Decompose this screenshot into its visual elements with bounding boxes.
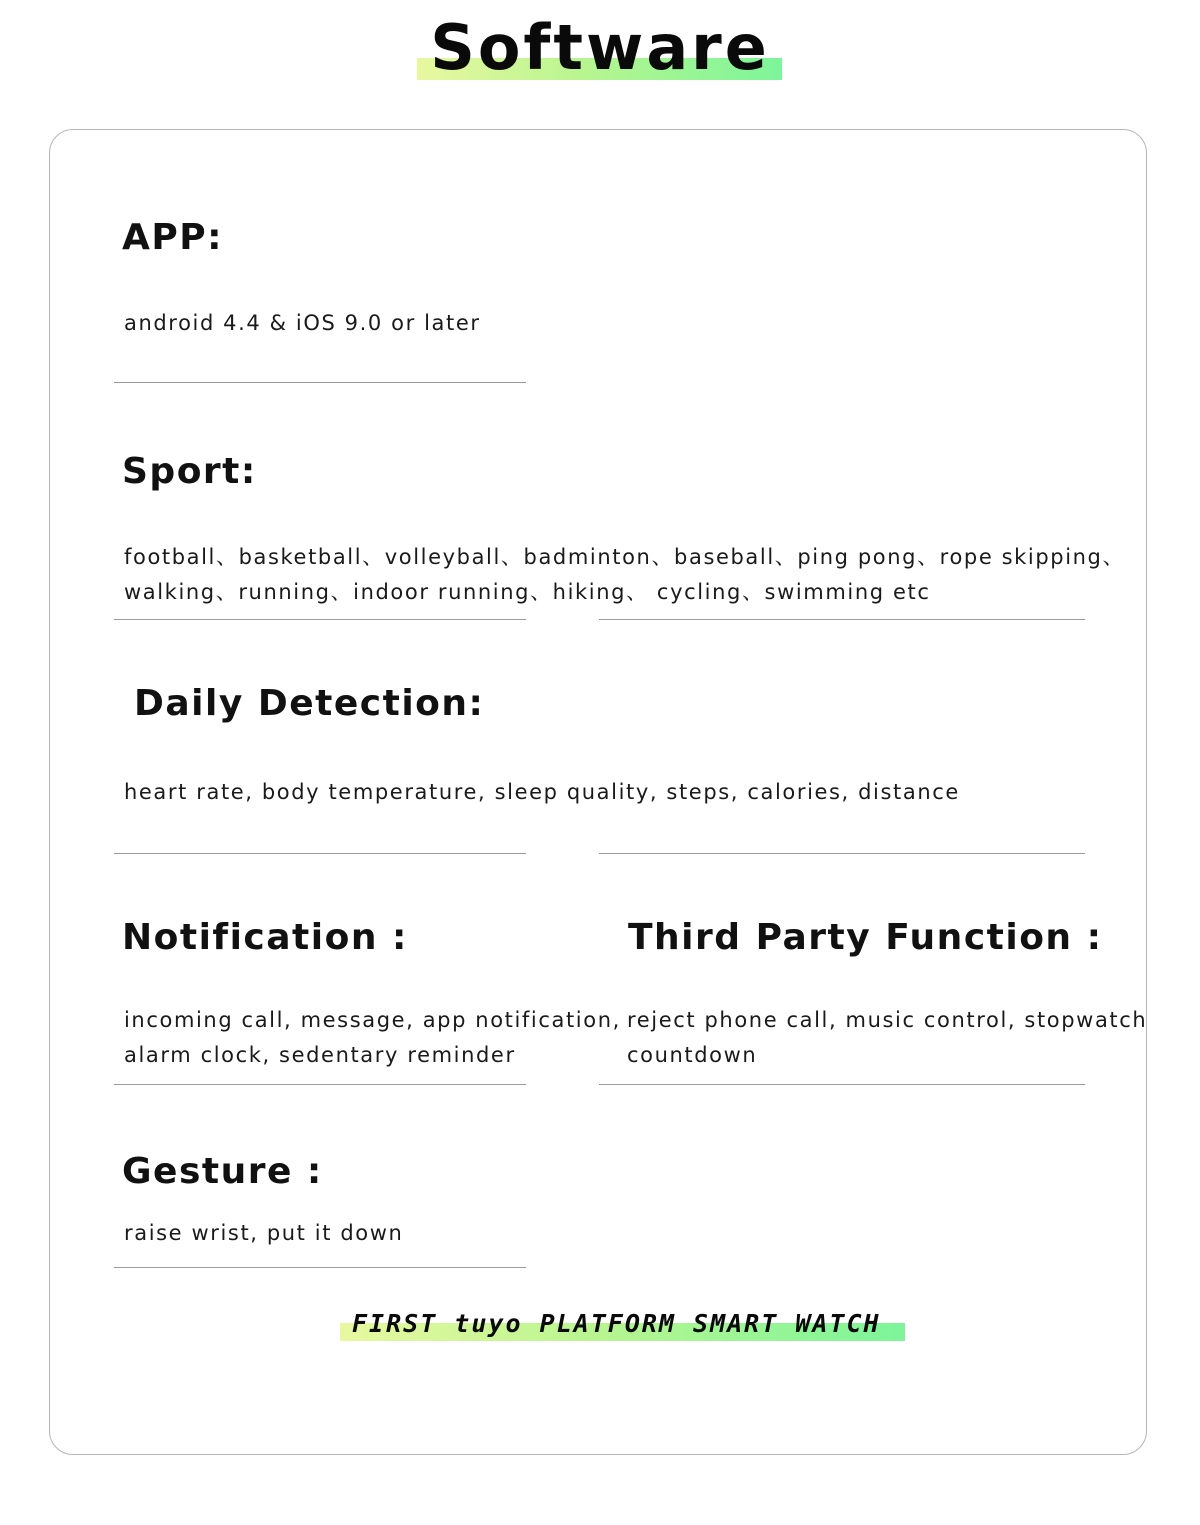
third-party-line-2: countdown — [627, 1043, 758, 1067]
notification-line-1: incoming call, message, app notification, — [124, 1008, 621, 1032]
sport-divider-right — [599, 619, 1085, 620]
third-party-divider — [599, 1084, 1085, 1085]
notification-heading: Notification : — [122, 917, 408, 958]
third-party-heading: Third Party Function : — [628, 917, 1103, 958]
page-header — [0, 0, 1200, 100]
daily-detection-heading: Daily Detection: — [134, 683, 485, 724]
notification-line-2: alarm clock, sedentary reminder — [124, 1043, 516, 1067]
app-heading: APP: — [122, 217, 224, 258]
sport-divider-left — [114, 619, 526, 620]
daily-detection-text: heart rate, body temperature, sleep quality, steps, calories, distance — [124, 780, 960, 804]
sport-list-line-2: walking、running、indoor running、hiking、 cycling、swimming etc — [124, 580, 931, 604]
gesture-heading: Gesture : — [122, 1151, 323, 1192]
notification-divider — [114, 1084, 526, 1085]
daily-detection-divider-left — [114, 853, 526, 854]
daily-detection-divider-right — [599, 853, 1085, 854]
gesture-text: raise wrist, put it down — [124, 1221, 404, 1245]
app-requirement-text: android 4.4 & iOS 9.0 or later — [124, 311, 481, 335]
app-divider — [114, 382, 526, 383]
page-title: Software — [430, 11, 770, 84]
sport-list-line-1: football、basketball、volleyball、badminton、baseball、ping pong、rope skipping、 — [124, 545, 1126, 569]
gesture-divider — [114, 1267, 526, 1268]
sport-heading: Sport: — [122, 451, 257, 492]
footer-banner-text: FIRST tuyo PLATFORM SMART WATCH — [352, 1309, 881, 1338]
third-party-line-1: reject phone call, music control, stopwatch — [627, 1008, 1148, 1032]
